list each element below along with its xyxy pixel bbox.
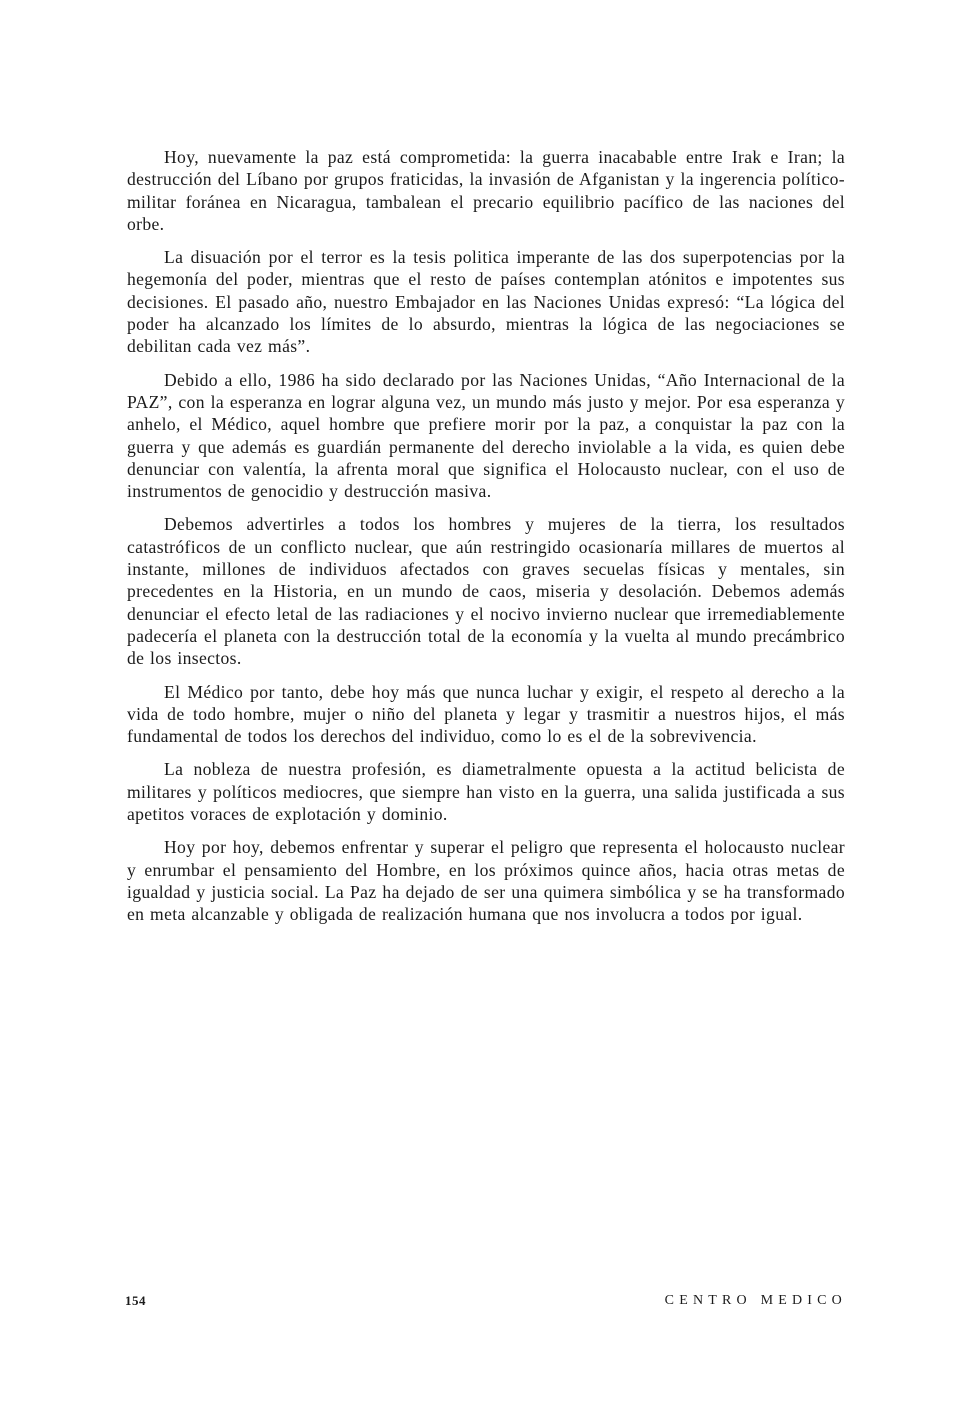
paragraph-7: Hoy por hoy, debemos enfrentar y superar el peligro que representa el holocausto nuclear y enrumbar el pensamiento del Hombre, en los próximos quince años, hacia otras metas de igualdad y justicia social. La Paz ha dejado de ser una quimera simbólica y se ha transformado en meta alcanzable y obligada de realización humana que nos involucra a todos por igual.: [127, 837, 845, 925]
paragraph-6: La nobleza de nuestra profesión, es diametralmente opuesta a la actitud belicista de militares y políticos mediocres, que siempre han visto en la guerra, una salida justificada a sus apetitos voraces de explotación y dominio.: [127, 759, 845, 825]
page-footer: [125, 1293, 847, 1315]
page-number: 154: [125, 1293, 146, 1308]
paragraph-1: Hoy, nuevamente la paz está comprometida: la guerra inacabable entre Irak e Iran; la destrucción del Líbano por grupos fraticidas, la invasión de Afganistan y la ingerencia político-militar foránea en Nicaragua, tambalean el precario equilibrio pacífico de las naciones del orbe.: [127, 147, 845, 234]
article-body: [127, 146, 845, 937]
paragraph-4: Debemos advertirles a todos los hombres y mujeres de la tierra, los resultados catastróficos de un conflicto nuclear, que aún restringido ocasionaría millares de muertos al instante, millones de individuos afectados con graves secuelas físicas y mentales, sin precedentes en la Historia, en un mundo de caos, miseria y desolación. Debemos además denunciar el efecto letal de las radiaciones y el nocivo invierno nuclear que irremediablemente padecería el planeta con la destrucción total de la economía y la vuelta al mundo precámbrico de los insectos.: [127, 514, 845, 669]
paragraph-3: Debido a ello, 1986 ha sido declarado por las Naciones Unidas, “Año Internacional de la PAZ”, con la esperanza en lograr alguna vez, un mundo más justo y mejor. Por esa esperanza y anhelo, el Médico, aquel hombre que prefiere morir por la paz, a conquistar la paz con la guerra y que además es guardián permanente del derecho inviolable a la vida, es quien debe denunciar con valentía, la afrenta moral que significa el Holocausto nuclear, con el uso de instrumentos de genocidio y destrucción masiva.: [127, 369, 845, 502]
paragraph-2: La disuación por el terror es la tesis politica imperante de las dos superpotencias por la hegemonía del poder, mientras que el resto de países contemplan atónitos e impotentes sus decisiones. El pasado año, nuestro Embajador en las Naciones Unidas expresó: “La lógica del poder ha alcanzado los límites de lo absurdo, mientras la lógica de las negociaciones se debilitan cada vez más”.: [127, 247, 845, 357]
paragraph-5: El Médico por tanto, debe hoy más que nunca luchar y exigir, el respeto al derecho a la vida de todo hombre, mujer o niño del planeta y legar y trasmitir a nuestros hijos, el más fundamental de todos los derechos del individuo, como lo es el de la sobrevivencia.: [127, 681, 845, 747]
journal-name: CENTRO MEDICO: [664, 1293, 847, 1308]
